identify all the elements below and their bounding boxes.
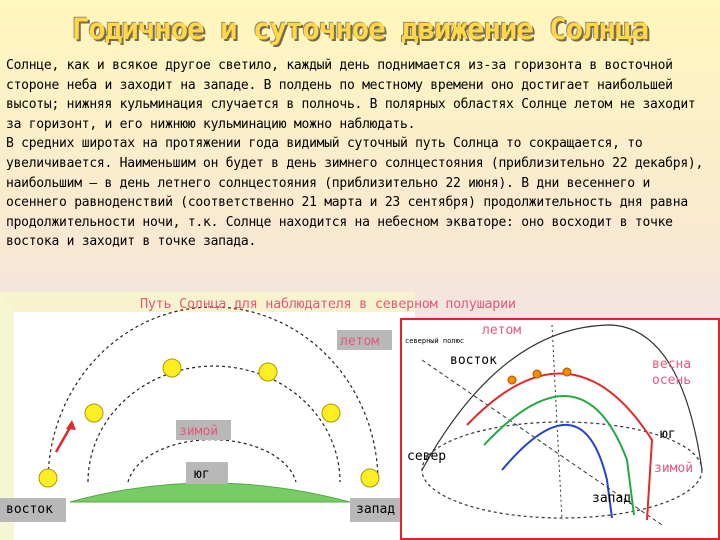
sun-icon bbox=[508, 376, 516, 384]
paragraph-1: Солнце, как и всякое другое светило, каждый день поднимается из-за горизонта в восточной стороне неба и заходит на западе. В полдень по местному времени оно достигает наибольшей высоты; нижняя кульминация случается в полночь. В полярных областях Солнце летом не заходит за горизонт, и его нижнюю кульминацию можно наблюдать. bbox=[6, 58, 696, 132]
label-spring: весна bbox=[652, 357, 692, 372]
ground bbox=[70, 483, 350, 502]
summer-arc bbox=[48, 307, 378, 482]
sun-icon bbox=[259, 363, 277, 381]
body-text bbox=[6, 56, 718, 252]
dome-outline bbox=[422, 325, 702, 470]
sun-icon bbox=[322, 404, 340, 422]
sun-icon bbox=[361, 469, 379, 487]
label-east: восток bbox=[0, 498, 66, 522]
label-east: восток bbox=[450, 353, 497, 368]
label-north-pole: северный полюс bbox=[405, 337, 465, 345]
sun-icon bbox=[563, 368, 571, 376]
label-west: запад bbox=[592, 491, 632, 506]
figure-caption: Путь Солнца для наблюдателя в северном полушарии bbox=[140, 296, 516, 312]
celestial-sphere-panel bbox=[400, 318, 720, 540]
paragraph-2: В средних широтах на протяжении года видимый суточный путь Солнца то сокращается, то увеличивается. Наименьшим он будет в день зимнего солнцестояния (приблизительно 22 декабря), наибольшим – в день летнего солнцестояния (приблизительно 22 июня). В дни весеннего и осеннего равноденствий (соответственно 21 марта и 23 сентября) продолжительность дня равна продолжительности ночи, т.к. Солнце находится на небесном экваторе: оно восходит в точке востока и заходит в точке запада. bbox=[6, 136, 704, 250]
sun-icon bbox=[85, 404, 103, 422]
sun-icon bbox=[533, 370, 541, 378]
label-south: юг bbox=[660, 427, 676, 442]
sun-icon bbox=[163, 359, 181, 377]
label-summer: летом bbox=[482, 323, 522, 338]
page-title: Годичное и суточное движение Солнца bbox=[71, 12, 649, 46]
label-winter: зимой bbox=[179, 424, 219, 439]
label-autumn: осень bbox=[652, 373, 692, 388]
celestial-sphere-diagram bbox=[402, 320, 718, 538]
arrow-head-icon bbox=[66, 420, 76, 430]
label-south: юг bbox=[194, 467, 210, 482]
label-north: север bbox=[407, 449, 447, 464]
label-winter: зимой bbox=[654, 461, 694, 476]
sun-icon bbox=[39, 469, 57, 487]
label-west: запад bbox=[350, 498, 408, 522]
label-summer: летом bbox=[340, 334, 380, 349]
